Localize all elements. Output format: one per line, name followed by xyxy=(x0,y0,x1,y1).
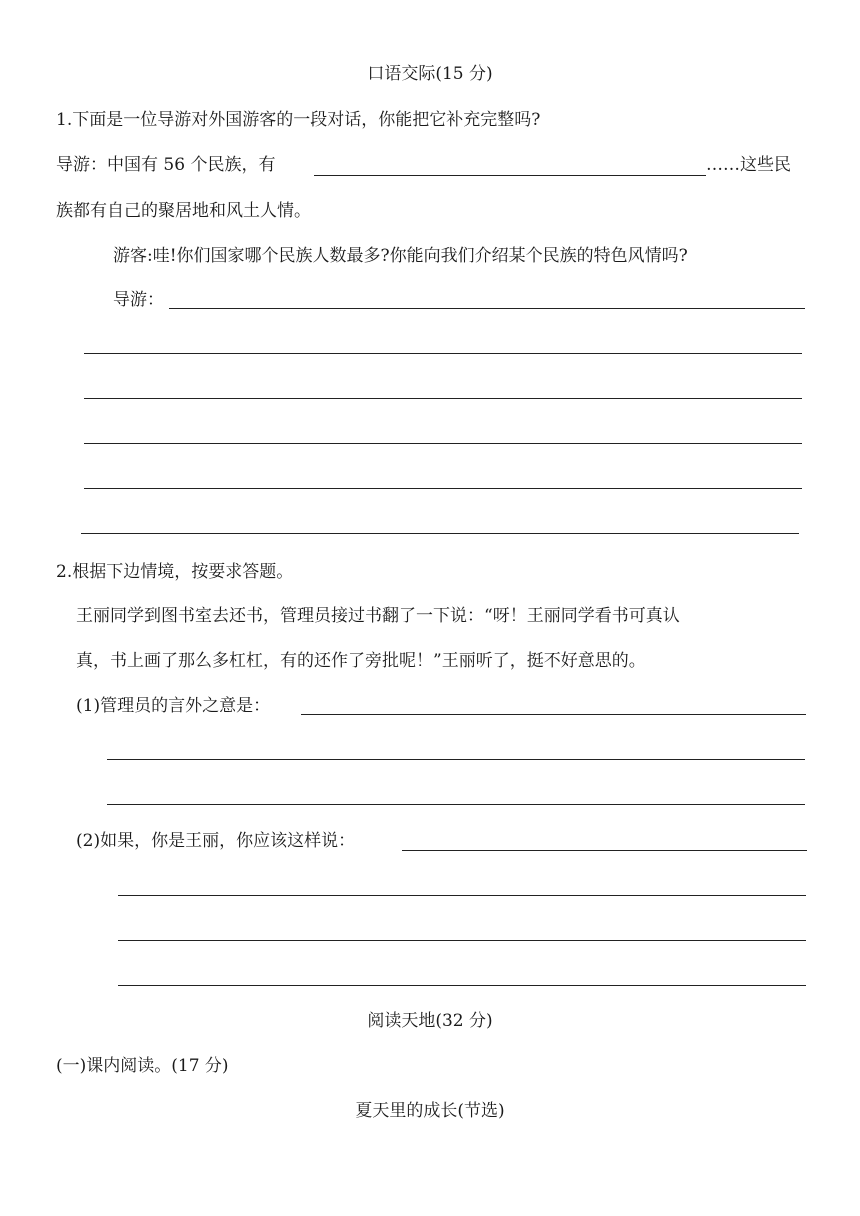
sub-question-2: (2)如果，你是王丽，你应该这样说： xyxy=(76,831,356,851)
guide-answer-blank-3[interactable] xyxy=(84,398,802,399)
question-1-prompt: 1.下面是一位导游对外国游客的一段对话，你能把它补充完整吗? xyxy=(56,110,541,130)
guide-answer-blank-4[interactable] xyxy=(84,443,802,444)
sub1-blank-1[interactable] xyxy=(301,714,806,715)
sub2-blank-2[interactable] xyxy=(118,895,806,896)
scenario-line1: 王丽同学到图书室去还书，管理员接过书翻了一下说：“呀！王丽同学看书可真认 xyxy=(76,606,680,626)
question-2-prompt: 2.根据下边情境，按要求答题。 xyxy=(56,562,294,582)
sub2-blank-4[interactable] xyxy=(118,985,806,986)
section-title-oral: 口语交际(15 分) xyxy=(367,64,493,84)
scenario-line2: 真，书上画了那么多杠杠，有的还作了旁批呢！”王丽听了，挺不好意思的。 xyxy=(76,651,646,671)
guide-answer-label: 导游： xyxy=(113,290,164,310)
sub-question-1: (1)管理员的言外之意是： xyxy=(76,696,271,716)
passage-title: 夏天里的成长(节选) xyxy=(355,1101,505,1121)
sub2-blank-3[interactable] xyxy=(118,940,806,941)
guide-answer-blank-2[interactable] xyxy=(84,353,802,354)
guide-line1-prefix: 导游：中国有 56 个民族，有 xyxy=(56,155,276,175)
sub1-blank-3[interactable] xyxy=(107,804,805,805)
reading-part-1: (一)课内阅读。(17 分) xyxy=(56,1056,229,1076)
sub1-blank-2[interactable] xyxy=(107,759,805,760)
guide-line2: 族都有自己的聚居地和风土人情。 xyxy=(56,201,311,221)
guide-line1-suffix: ……这些民 xyxy=(706,155,791,175)
sub2-blank-1[interactable] xyxy=(402,850,807,851)
guide-answer-blank-5[interactable] xyxy=(84,488,802,489)
guide-answer-blank-1[interactable] xyxy=(169,308,805,309)
tourist-line: 游客:哇!你们国家哪个民族人数最多?你能向我们介绍某个民族的特色风情吗? xyxy=(113,246,688,266)
guide-answer-blank-6[interactable] xyxy=(81,533,799,534)
guide-blank-1[interactable] xyxy=(314,175,706,176)
section-title-reading: 阅读天地(32 分) xyxy=(367,1011,493,1031)
